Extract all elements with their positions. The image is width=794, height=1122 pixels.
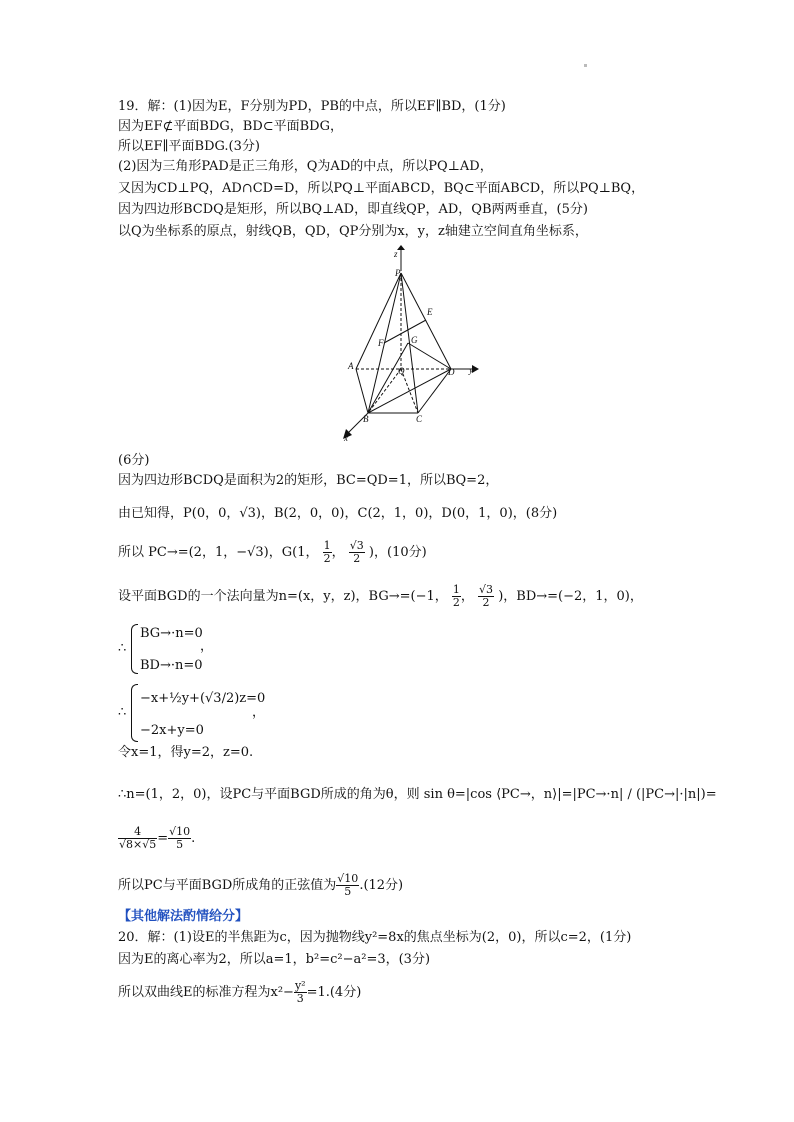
q20-line-3: 所以双曲线E的标准方程为x²− $\frac{\text{y²}}{3}$ =1.(4分) — [118, 979, 362, 1005]
scan-dot — [584, 64, 587, 67]
system1-eq2: BD→·n=0 — [140, 658, 203, 673]
system1-eq1: BG→·n=0 — [140, 626, 203, 641]
label-x: x — [344, 433, 348, 443]
label-F: F — [378, 338, 384, 348]
system2-eq2: −2x+y=0 — [140, 723, 204, 738]
label-A: A — [348, 361, 354, 371]
therefore-symbol-2: ∴ — [118, 705, 127, 720]
label-C: C — [416, 414, 423, 424]
pyramid-figure — [338, 245, 486, 445]
q19-line-5: 又因为CD⊥PQ，AD∩CD=D，所以PQ⊥平面ABCD，BQ⊂平面ABCD，所以PQ⊥BQ， — [118, 181, 645, 196]
label-P: P — [395, 268, 401, 278]
q19-line-7: 以Q为坐标系的原点，射线QB，QD，QP分别为x，y，z轴建立空间直角坐标系， — [118, 224, 588, 239]
system2-eq1: −x+½y+(√3/2)z=0 — [140, 691, 266, 706]
q19-line-16: 所以PC与平面BGD所成角的正弦值为 $\frac{√10}{5}$ .(12分) — [118, 872, 404, 898]
q19-line-13: 令x=1，得y=2，z=0. — [118, 745, 254, 760]
comma: ， — [200, 639, 214, 654]
label-B: B — [363, 414, 369, 424]
system-brace-2 — [131, 684, 138, 742]
q19-line-12: 设平面BGD的一个法向量为n=(x，y，z)，BG→=(−1， $\frac{1}{2}$ ， $\frac{√3}{2}$ )，BD→=(−2，1，0)， — [118, 583, 643, 609]
pc-vector-text: 所以 PC→=(2，1，−√3)，G(1， — [118, 545, 319, 560]
q19-line-14: ∴n=(1，2，0)，设PC与平面BGD所成的角为θ，则 sin θ=|cos ⟨PC→，n⟩|=|PC→·n| / (|PC→|·|n|)= — [118, 787, 717, 802]
fraction-y2-over-3: $\frac{\text{y²}}{3}$ — [294, 979, 306, 1005]
therefore-symbol-1: ∴ — [118, 641, 127, 656]
q19-line-6: 因为四边形BCDQ是矩形，所以BQ⊥AD，即直线QP，AD，QB两两垂直，(5分) — [118, 202, 588, 217]
fraction-half: $\frac{1}{2}$ — [323, 539, 331, 565]
label-z: z — [394, 249, 398, 259]
q19-line-8: (6分) — [118, 453, 150, 468]
q19-line-2: 因为EF⊄平面BDG，BD⊂平面BDG， — [118, 119, 343, 134]
q19-line-3: 所以EF∥平面BDG.(3分) — [118, 139, 260, 154]
fraction-root3-over-2-b: $\frac{√3}{2}$ — [479, 583, 494, 609]
q19-line-11: 所以 PC→=(2，1，−√3)，G(1， $\frac{1}{2}$ ， $\frac{√3}{2}$ )，(10分) — [118, 539, 427, 565]
other-methods-note: 【其他解法酌情给分】 — [118, 909, 249, 924]
q19-line-15: $\frac{4}{√8\times√5}$ = $\frac{√10}{5}$ . — [119, 825, 196, 851]
label-E: E — [427, 307, 433, 317]
label-y: y — [469, 365, 473, 375]
comma-2: ， — [252, 705, 266, 720]
normal-vector-text: 设平面BGD的一个法向量为n=(x，y，z)，BG→=(−1， — [118, 589, 448, 604]
q19-line-4: (2)因为三角形PAD是正三角形，Q为AD的中点，所以PQ⊥AD， — [118, 159, 493, 174]
q20-line-2: 因为E的离心率为2，所以a=1，b²=c²−a²=3，(3分) — [118, 952, 431, 967]
fraction-4-over-root40: $\frac{4}{√8\times√5}$ — [119, 825, 157, 851]
fraction-root10-over-5: $\frac{√10}{5}$ — [169, 825, 191, 851]
label-Q: Q — [398, 366, 405, 376]
system-brace-1 — [131, 624, 138, 674]
fraction-root10-over-5-b: $\frac{√10}{5}$ — [337, 872, 359, 898]
q19-line-9: 因为四边形BCDQ是面积为2的矩形，BC=QD=1，所以BQ=2， — [118, 473, 499, 488]
fraction-root3-over-2: $\frac{√3}{2}$ — [349, 539, 364, 565]
label-D: D — [448, 367, 455, 377]
label-G: G — [411, 335, 418, 345]
fraction-half-2: $\frac{1}{2}$ — [452, 583, 460, 609]
q19-line-10: 由已知得，P(0，0，√3)，B(2，0，0)，C(2，1，0)，D(0，1，0)，(8分) — [118, 506, 558, 521]
q19-line-1: 19．解：(1)因为E，F分别为PD，PB的中点，所以EF∥BD，(1分) — [118, 99, 506, 114]
q20-line-1: 20．解：(1)设E的半焦距为c，因为抛物线y²=8x的焦点坐标为(2，0)，所以c=2，(1分) — [118, 930, 632, 945]
